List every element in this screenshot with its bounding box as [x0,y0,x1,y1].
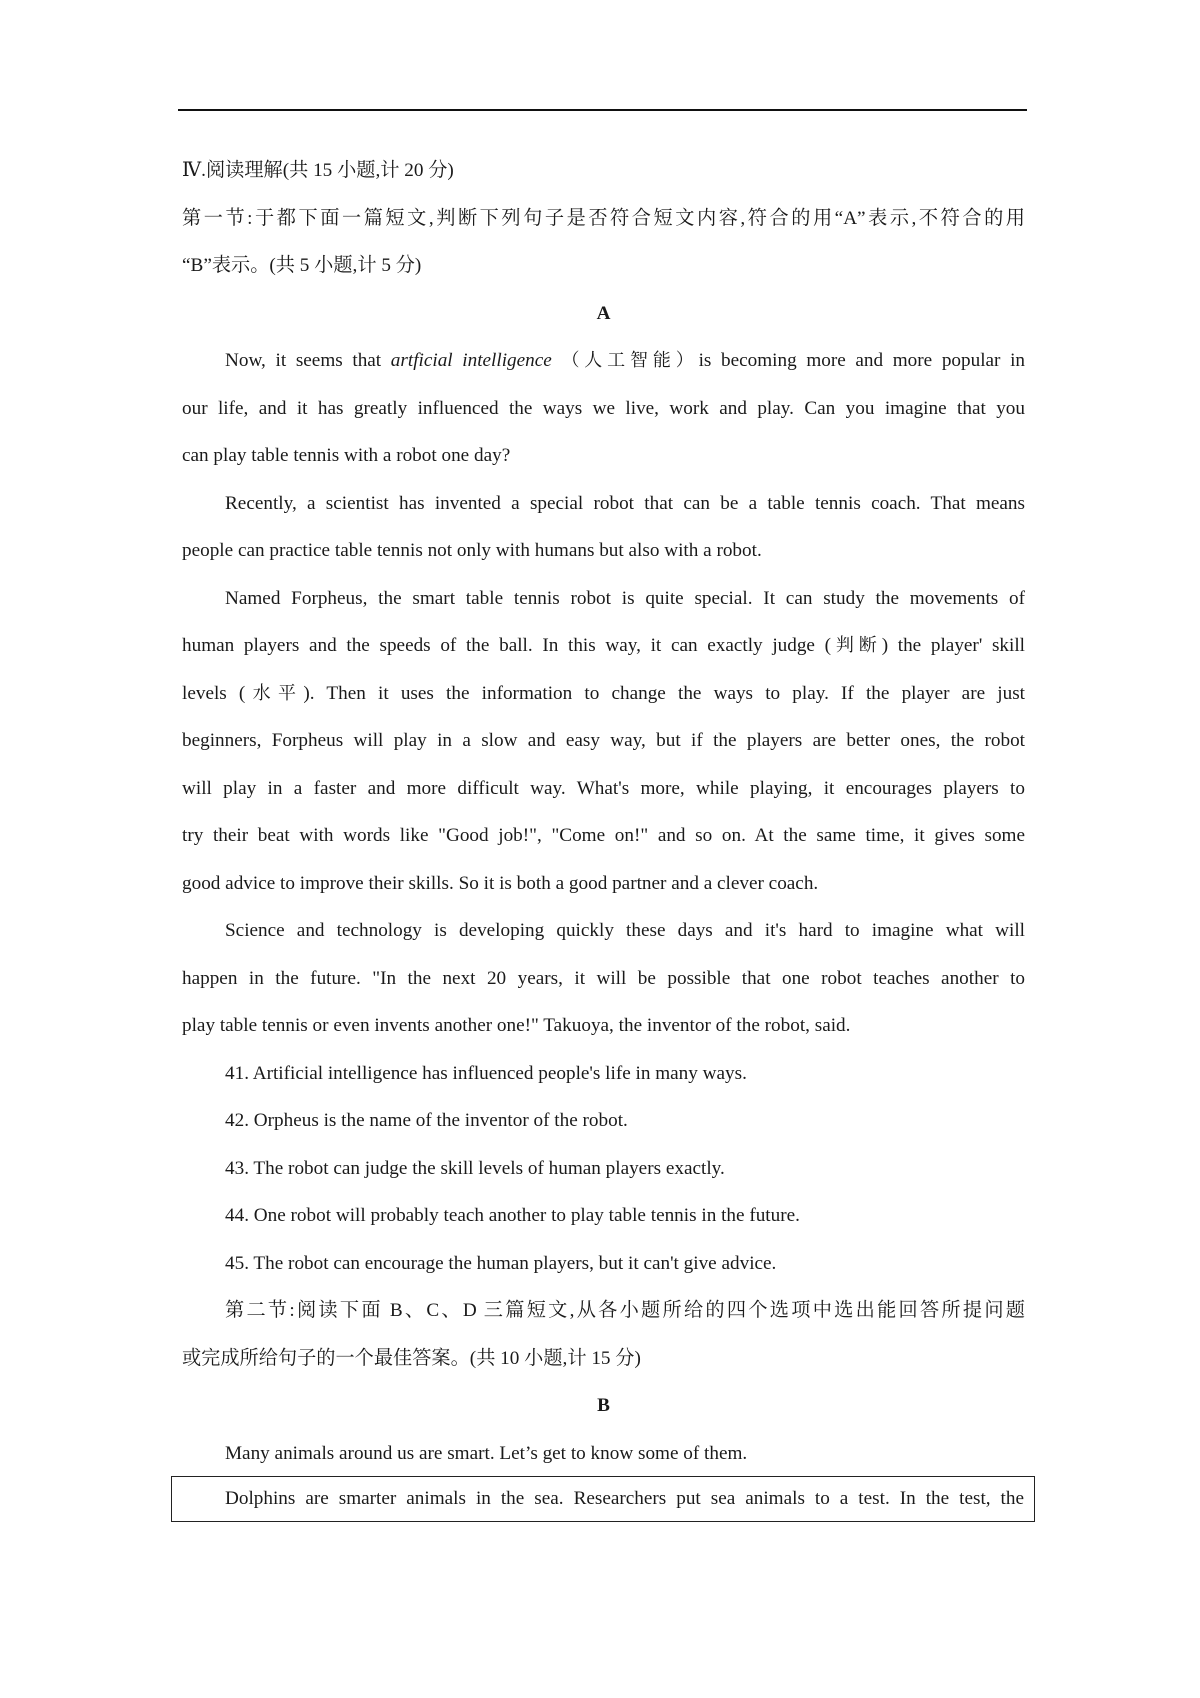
question-45: 45. The robot can encourage the human players, but it can't give advice. [225,1252,777,1274]
passage-b-box-line: Dolphins are smarter animals in the sea. Researchers put sea animals to a test. In the test, the [225,1488,1024,1509]
passage-a-p4-line2: happen in the future. "In the next 20 years, it will be possible that one robot teaches another to [182,967,1025,989]
passage-a-p2-line2: people can practice table tennis not only with humans but also with a robot. [182,540,762,561]
section-title: Ⅳ.阅读理解(共 15 小题,计 20 分) [182,160,454,181]
question-44: 44. One robot will probably teach another to play table tennis in the future. [225,1205,800,1226]
passage-a-p4-line1: Science and technology is developing quickly these days and it's hard to imagine what will [225,920,1025,941]
part2-instruction: 第二节:阅读下面 B、C、D 三篇短文,从各小题所给的四个选项中选出能回答所提问题 [225,1300,1025,1321]
passage-a-p1-line2: our life, and it has greatly influenced the ways we live, work and play. Can you imagine that you [182,397,1025,419]
part2-instruction-cont: 或完成所给句子的一个最佳答案。(共 10 小题,计 15 分) [182,1347,641,1369]
passage-b-heading: B [597,1395,610,1416]
term-ai: artficial intelligence [390,350,552,371]
passage-a-p1-line3: can play table tennis with a robot one day? [182,445,511,466]
passage-a-heading: A [596,302,611,324]
passage-b-intro: Many animals around us are smart. Let’s get to know some of them. [225,1442,748,1464]
question-41: 41. Artificial intelligence has influenced people's life in many ways. [225,1062,747,1084]
part1-instruction: 第一节:于都下面一篇短文,判断下列句子是否符合短文内容,符合的用“A”表示,不符合的用 [182,207,1025,229]
passage-a-p3-line2: human players and the speeds of the ball. In this way, it can exactly judge (判断) the player' skill [182,635,1026,656]
question-43: 43. The robot can judge the skill levels of human players exactly. [225,1157,725,1179]
exam-page-content [182,147,1025,1477]
question-42: 42. Orpheus is the name of the inventor of the robot. [225,1110,628,1131]
passage-a-p2-line1: Recently, a scientist has invented a special robot that can be a table tennis coach. That means [225,492,1025,514]
header-rule [178,109,1027,111]
passage-a-p3-line3: levels (水平). Then it uses the information to change the ways to play. If the player are just [182,682,1025,704]
passage-b-text-box [171,1476,1035,1522]
passage-a-p4-line3: play table tennis or even invents another one!" Takuoya, the inventor of the robot, said. [182,1015,851,1036]
passage-a-p3-line6: try their beat with words like "Good job!", "Come on!" and so on. At the same time, it gives some [182,825,1025,846]
passage-a-p3-line7: good advice to improve their skills. So it is both a good partner and a clever coach. [182,872,819,894]
passage-a-p1-line1: Now, it seems that artficial intelligence （人工智能）is becoming more and more popular in [225,350,1026,371]
passage-a-p3-line5: will play in a faster and more difficult way. What's more, while playing, it encourages players to [182,777,1025,799]
passage-a-p3-line4: beginners, Forpheus will play in a slow and easy way, but if the players are better ones, the robot [182,730,1025,751]
part1-instruction-cont: “B”表示。(共 5 小题,计 5 分) [182,255,422,276]
passage-a-p3-line1: Named Forpheus, the smart table tennis robot is quite special. It can study the movements of [225,587,1025,609]
